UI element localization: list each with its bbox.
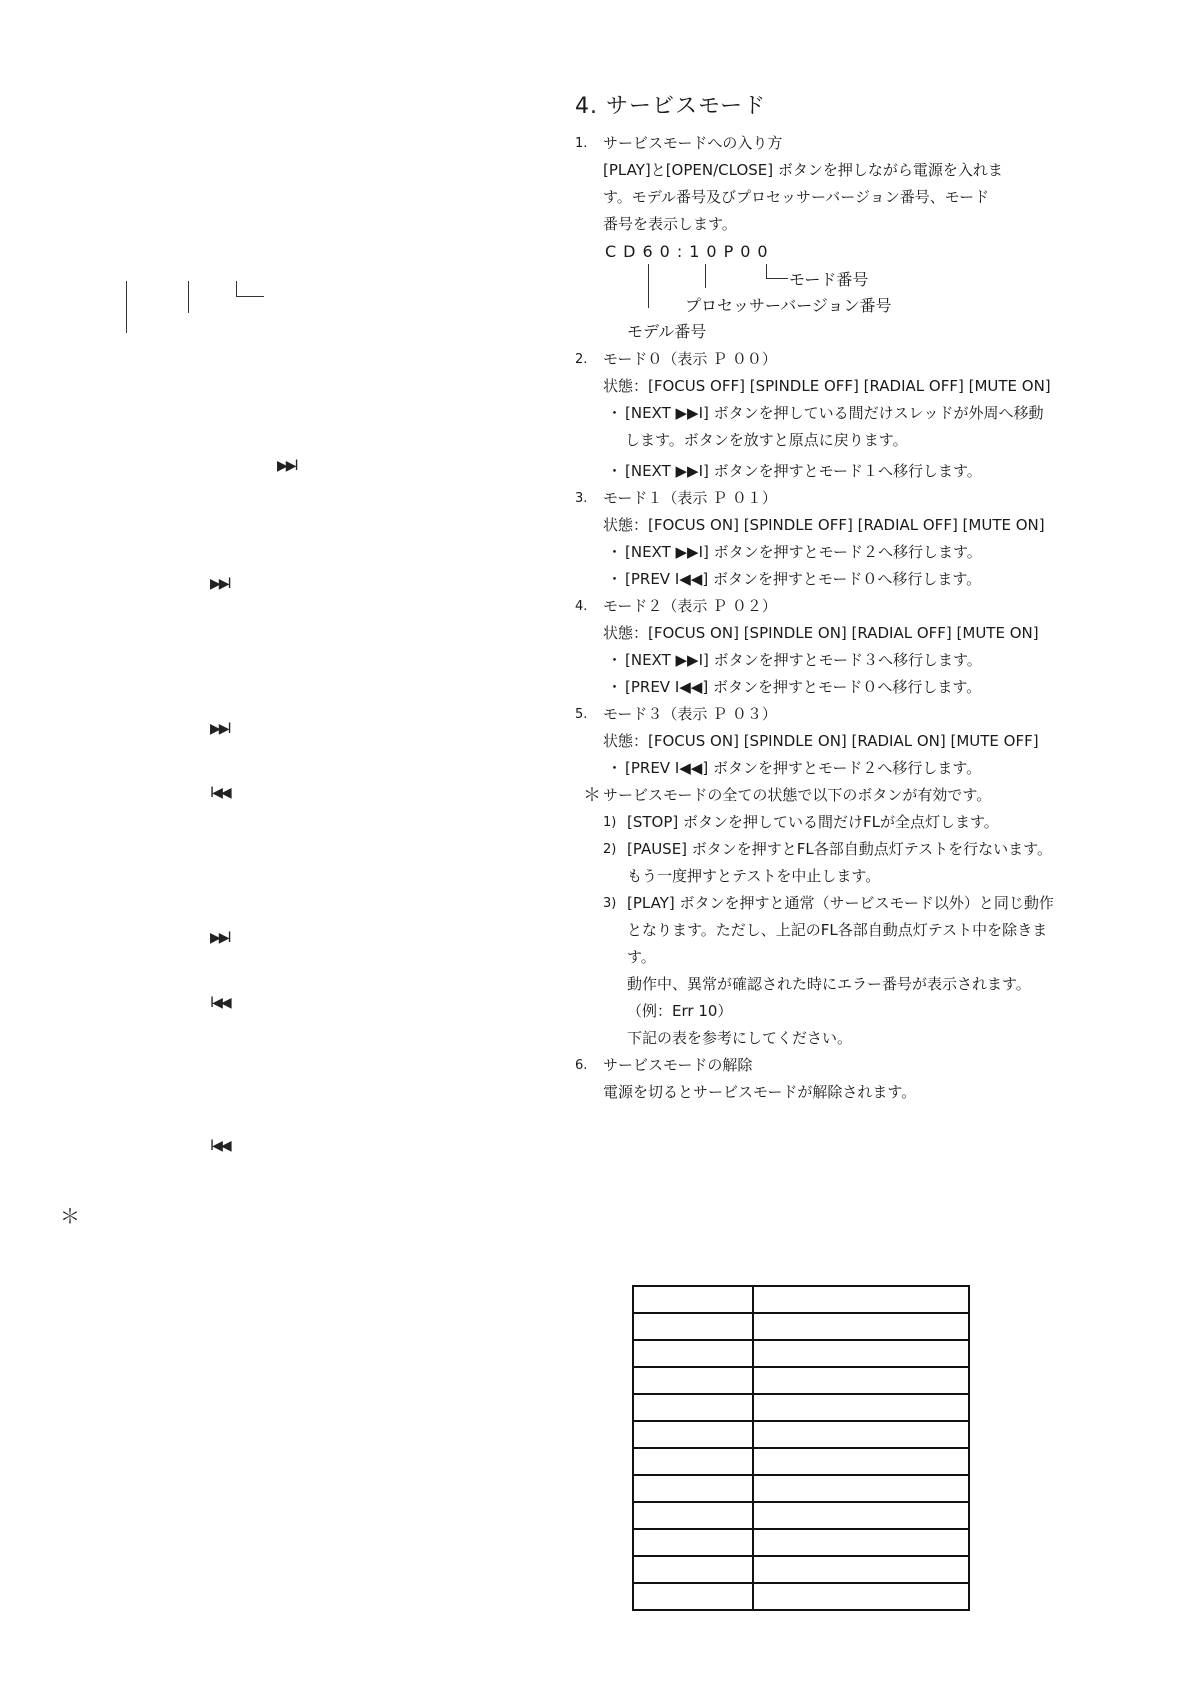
table-cell <box>633 1556 753 1583</box>
bullet-item: ・ [NEXT ▶▶I] ボタンを押すとモード３へ移行します。 <box>607 651 982 669</box>
subitem-number: 1) <box>603 815 617 830</box>
next-icon: ▶▶I <box>210 576 230 592</box>
list-item <box>575 130 1055 157</box>
state-line <box>575 620 1055 647</box>
item-heading: モード１（表示 Ｐ ０１） <box>603 489 777 507</box>
table-row <box>633 1502 969 1529</box>
table-cell <box>753 1502 969 1529</box>
list-item <box>575 346 1055 373</box>
item-heading: サービスモードの解除 <box>603 1056 753 1074</box>
note-heading <box>575 782 1055 809</box>
table-cell <box>633 1421 753 1448</box>
table-cell <box>753 1583 969 1610</box>
item-heading: モード２（表示 Ｐ ０２） <box>603 597 777 615</box>
asterisk-mark: ＊ <box>60 1204 80 1228</box>
text-line: [PLAY]と[OPEN/CLOSE] ボタンを押しながら電源を入れま <box>603 161 1003 179</box>
table-row <box>633 1448 969 1475</box>
list-item <box>575 485 1055 512</box>
asterisk-icon: ＊ <box>583 785 601 806</box>
table-row <box>633 1340 969 1367</box>
table-row <box>633 1313 969 1340</box>
next-icon: ▶▶I <box>210 721 230 737</box>
item-number: 4. <box>575 599 588 614</box>
left-bracket-line-4 <box>236 296 264 297</box>
table-cell <box>633 1286 753 1313</box>
text-line: 電源を切るとサービスモードが解除されます。 <box>603 1083 917 1101</box>
note-subitem <box>575 890 1055 971</box>
table-cell <box>633 1340 753 1367</box>
table-cell <box>753 1421 969 1448</box>
bullet-item: ・ [NEXT ▶▶I] ボタンを押すとモード２へ移行します。 <box>607 543 982 561</box>
table-cell <box>633 1583 753 1610</box>
bullet-item: ・ [PREV I◀◀] ボタンを押すとモード０へ移行します。 <box>607 570 982 588</box>
table-cell <box>753 1394 969 1421</box>
connector-mode <box>766 264 767 278</box>
bullet-text: [PREV I◀◀] ボタンを押すとモード０へ移行します。 <box>625 570 982 588</box>
subitem-text: [PLAY] ボタンを押すと通常（サービスモード以外）と同じ動作となります。ただし、上記のFL各部自動点灯テスト中を除きます。 <box>627 894 1054 966</box>
table-row <box>633 1367 969 1394</box>
subitem-text: [STOP] ボタンを押している間だけFLが全点灯します。 <box>627 813 999 831</box>
bullet-item: ・ [PREV I◀◀] ボタンを押すとモード０へ移行します。 <box>607 678 982 696</box>
state-label: 状態： <box>603 624 649 642</box>
error-table <box>632 1285 970 1611</box>
prev-icon: I◀◀ <box>210 785 230 801</box>
state-text: [FOCUS ON] [SPINDLE ON] [RADIAL OFF] [MUTE ON] <box>648 624 1039 642</box>
note-subitem <box>575 836 1055 890</box>
bullet-text: [NEXT ▶▶I] ボタンを押すとモード１へ移行します。 <box>625 462 982 480</box>
table-cell <box>753 1475 969 1502</box>
table-row <box>633 1583 969 1610</box>
table-row <box>633 1394 969 1421</box>
state-text: [FOCUS ON] [SPINDLE OFF] [RADIAL OFF] [MUTE ON] <box>648 516 1045 534</box>
bullet-text: [PREV I◀◀] ボタンを押すとモード２へ移行します。 <box>625 759 982 777</box>
subitem-number: 2) <box>603 842 617 857</box>
prev-icon: I◀◀ <box>210 995 230 1011</box>
connector-mode-h <box>766 278 788 279</box>
bullet-item: ・ [NEXT ▶▶I] ボタンを押している間だけスレッドが外周へ移動します。ボタンを放すと原点に戻ります。 <box>607 404 1044 449</box>
table-cell <box>633 1394 753 1421</box>
list-item <box>575 701 1055 728</box>
table-cell <box>633 1367 753 1394</box>
connector-processor <box>705 264 706 288</box>
table-cell <box>753 1529 969 1556</box>
display-code-diagram <box>575 238 1055 346</box>
left-bracket-line-3 <box>236 281 237 296</box>
subitem-text: [PAUSE] ボタンを押すとFL各部自動点灯テストを行ないます。もう一度押すとテストを中止します。 <box>627 840 1052 885</box>
item-heading: サービスモードへの入り方 <box>603 134 783 152</box>
list-item <box>575 1052 1055 1079</box>
table-cell <box>753 1340 969 1367</box>
text-line: す。モデル番号及びプロセッサーバージョン番号、モード <box>603 188 990 206</box>
table-row <box>633 1421 969 1448</box>
table-cell <box>753 1556 969 1583</box>
prev-icon: I◀◀ <box>210 1138 230 1154</box>
state-line <box>575 728 1055 755</box>
subitem-number: 3) <box>603 896 617 911</box>
item-heading: モード３（表示 Ｐ ０３） <box>603 705 777 723</box>
connector-model <box>648 264 649 308</box>
left-bracket-line-1 <box>126 281 127 333</box>
item-number: 5. <box>575 707 588 722</box>
bullet-item: ・ [NEXT ▶▶I] ボタンを押すとモード１へ移行します。 <box>607 462 982 480</box>
service-mode-section <box>575 92 1055 1106</box>
state-label: 状態： <box>603 377 649 395</box>
state-text: [FOCUS OFF] [SPINDLE OFF] [RADIAL OFF] [MUTE ON] <box>648 377 1051 395</box>
state-text: [FOCUS ON] [SPINDLE ON] [RADIAL ON] [MUTE OFF] <box>648 732 1039 750</box>
table-cell <box>753 1313 969 1340</box>
label-mode: モード番号 <box>789 270 869 289</box>
note-subitem <box>575 809 1055 836</box>
note-text: サービスモードの全ての状態で以下のボタンが有効です。 <box>603 786 992 804</box>
table-cell <box>633 1475 753 1502</box>
table-cell <box>633 1502 753 1529</box>
item-number: 2. <box>575 352 588 367</box>
item-number: 6. <box>575 1058 588 1073</box>
subitem-text: 動作中、異常が確認された時にエラー番号が表示されます。（例：Err 10） <box>627 975 1031 1020</box>
state-label: 状態： <box>603 516 649 534</box>
state-line <box>575 373 1055 400</box>
table-cell <box>753 1448 969 1475</box>
note-subitem <box>575 971 1055 1025</box>
bullet-text: [NEXT ▶▶I] ボタンを押している間だけスレッドが外周へ移動します。ボタンを放すと原点に戻ります。 <box>625 404 1044 449</box>
bullet-item: ・ [PREV I◀◀] ボタンを押すとモード２へ移行します。 <box>607 759 982 777</box>
table-cell <box>753 1367 969 1394</box>
section-title: 4. サービスモード <box>575 94 767 119</box>
left-bracket-line-2 <box>188 281 189 313</box>
table-row <box>633 1475 969 1502</box>
item-number: 3. <box>575 491 588 506</box>
label-processor: プロセッサーバージョン番号 <box>685 296 892 315</box>
table-cell <box>633 1529 753 1556</box>
bullet-text: [NEXT ▶▶I] ボタンを押すとモード２へ移行します。 <box>625 543 982 561</box>
table-row <box>633 1286 969 1313</box>
table-row <box>633 1556 969 1583</box>
list-item <box>575 593 1055 620</box>
item-number: 1. <box>575 136 588 151</box>
table-cell <box>753 1286 969 1313</box>
next-icon: ▶▶I <box>210 930 230 946</box>
display-code: CD60:10P00 <box>605 242 775 261</box>
subitem-text: 下記の表を参考にしてください。 <box>627 1029 853 1047</box>
label-model: モデル番号 <box>627 322 707 341</box>
bullet-text: [NEXT ▶▶I] ボタンを押すとモード３へ移行します。 <box>625 651 982 669</box>
text-line: 番号を表示します。 <box>603 215 737 233</box>
table-cell <box>633 1448 753 1475</box>
next-icon: ▶▶I <box>277 458 297 474</box>
item-heading: モード０（表示 Ｐ ００） <box>603 350 777 368</box>
bullet-text: [PREV I◀◀] ボタンを押すとモード０へ移行します。 <box>625 678 982 696</box>
state-line <box>575 512 1055 539</box>
note-subitem <box>575 1025 1055 1052</box>
state-label: 状態： <box>603 732 649 750</box>
table-row <box>633 1529 969 1556</box>
table-cell <box>633 1313 753 1340</box>
